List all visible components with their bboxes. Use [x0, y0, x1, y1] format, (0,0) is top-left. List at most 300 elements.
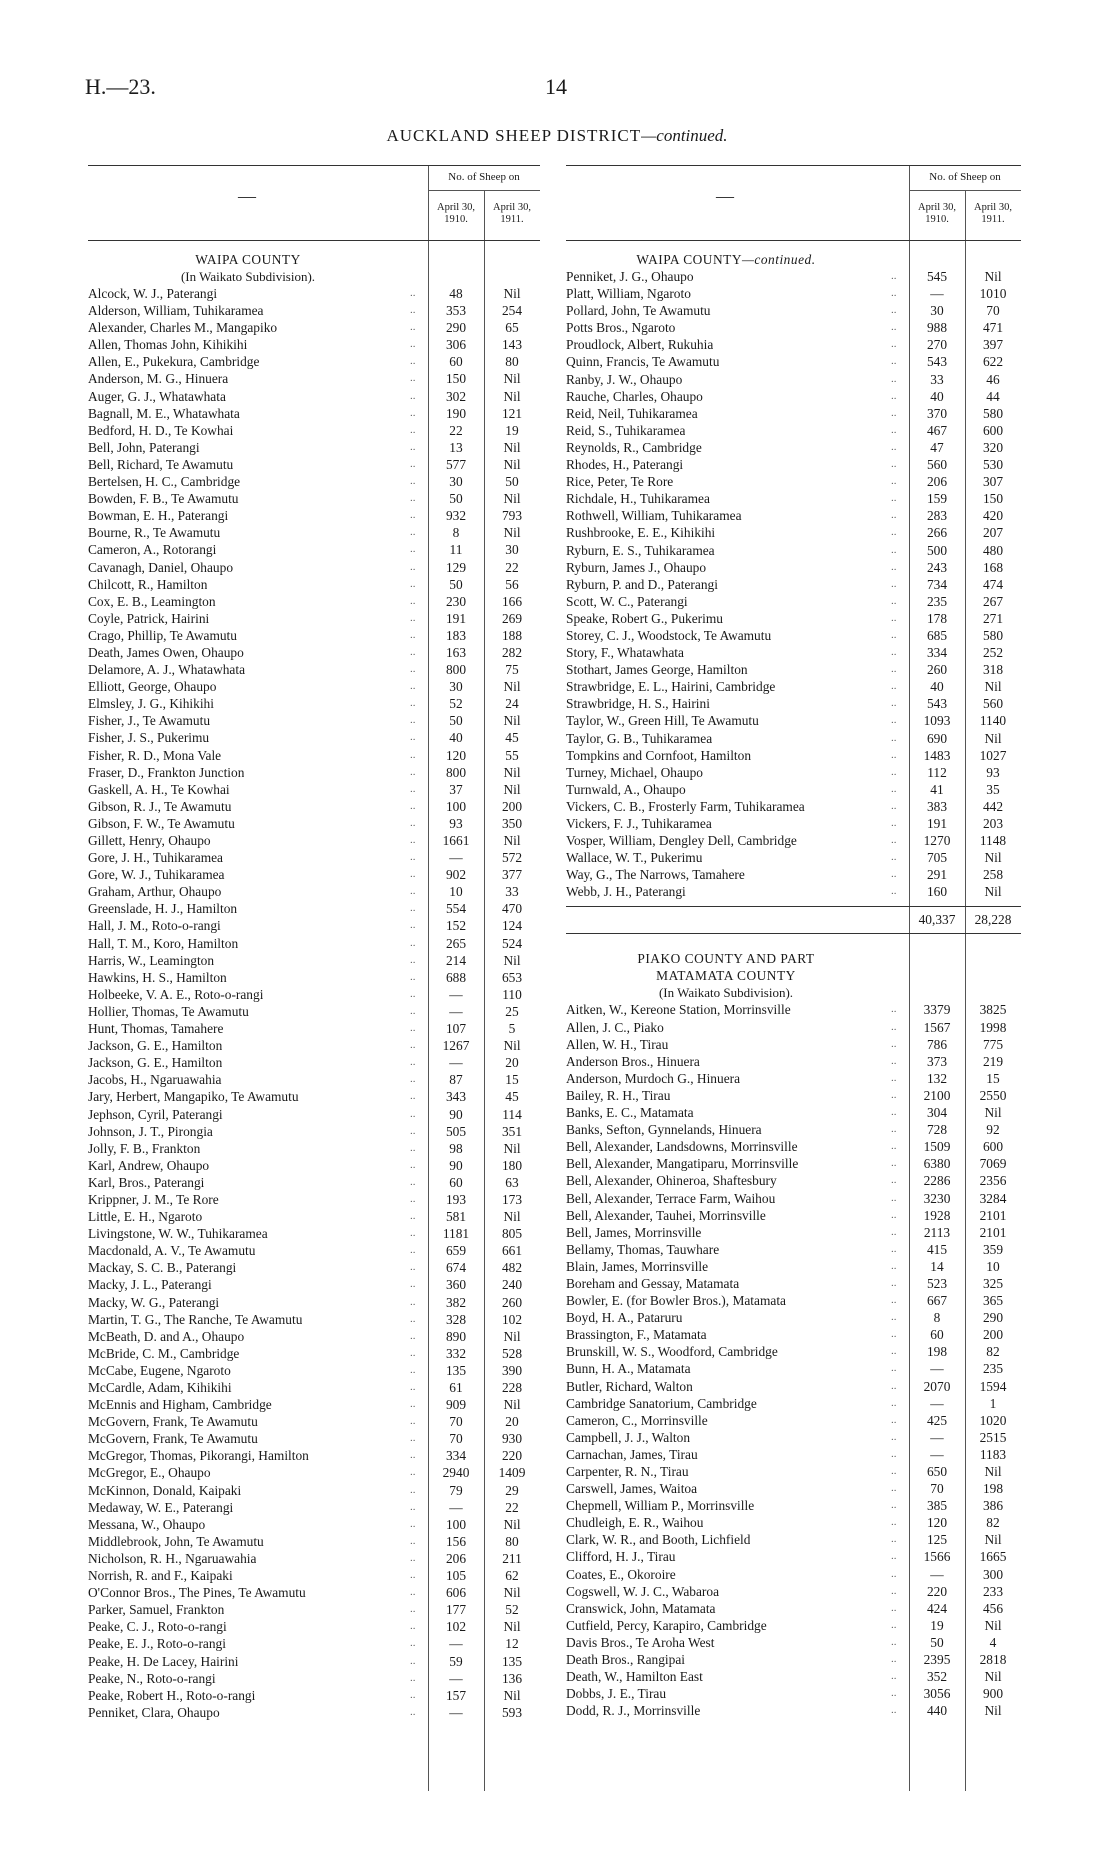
leader-dots: .. — [410, 1466, 416, 1479]
table-row — [88, 883, 540, 900]
sheep-1910: 3230 — [923, 1190, 951, 1206]
sheep-1910: 1267 — [442, 1038, 470, 1054]
sheep-1911: 258 — [982, 867, 1004, 883]
sheep-1911: Nil — [503, 525, 521, 541]
table-row — [566, 490, 1021, 507]
holder-name: Bowler, E. (for Bowler Bros.), Matamata — [566, 1293, 786, 1309]
leader-dots: .. — [410, 1107, 416, 1120]
table-row — [88, 1140, 540, 1157]
leader-dots: .. — [410, 645, 416, 658]
series-number: H.—23. — [85, 74, 156, 99]
sheep-1910: 40 — [449, 730, 463, 746]
sheep-1910: 107 — [445, 1021, 467, 1037]
sheep-1910: 30 — [449, 474, 463, 490]
leader-dots: .. — [410, 577, 416, 590]
holder-name: Cox, E. B., Leamington — [88, 593, 216, 609]
table-row — [566, 712, 1021, 729]
sheep-1911: 124 — [501, 918, 523, 934]
sheep-1910: 1661 — [442, 833, 470, 848]
leader-dots: .. — [891, 1465, 897, 1477]
sheep-1911: 114 — [502, 1106, 522, 1122]
leader-dots: .. — [410, 1090, 416, 1103]
holder-name: Rauche, Charles, Ohaupo — [566, 388, 703, 404]
leader-dots: .. — [891, 560, 897, 573]
table-row — [566, 1292, 1021, 1309]
sheep-1910: 14 — [930, 1258, 944, 1274]
holder-name: Harris, W., Leamington — [88, 952, 215, 968]
table-row — [88, 1259, 540, 1276]
table-row — [566, 1497, 1021, 1514]
leader-dots: .. — [891, 1242, 897, 1255]
leader-dots: .. — [410, 953, 416, 966]
sheep-1910: 667 — [926, 1293, 948, 1309]
sheep-1910: 352 — [926, 1669, 948, 1685]
sheep-1911: 1 — [989, 1395, 997, 1411]
sheep-1911: 93 — [986, 764, 1000, 780]
sheep-1910: 152 — [445, 918, 467, 934]
holder-name: Cambridge Sanatorium, Cambridge — [566, 1395, 757, 1411]
holder-name: Cameron, C., Morrinsville — [566, 1412, 708, 1428]
sheep-1911: Nil — [503, 713, 521, 729]
sheep-1911: 173 — [501, 1191, 523, 1207]
sheep-1910: 160 — [926, 884, 948, 900]
sheep-1911: 143 — [501, 337, 523, 353]
sheep-1910: 2286 — [923, 1173, 951, 1189]
leader-dots: .. — [410, 594, 416, 607]
sheep-1911: 793 — [501, 508, 523, 524]
leader-dots: .. — [891, 1106, 897, 1119]
sheep-1910: 52 — [449, 696, 463, 712]
leader-dots: .. — [891, 628, 897, 641]
sheep-1910: 424 — [926, 1600, 948, 1616]
sheep-1911: Nil — [503, 952, 521, 968]
holder-name: Carnachan, James, Tirau — [566, 1446, 698, 1462]
sheep-1911: 1409 — [498, 1465, 526, 1481]
table-row — [566, 559, 1021, 576]
leader-dots: .. — [410, 611, 416, 624]
sheep-1910: 2100 — [923, 1087, 951, 1103]
holder-name: Ranby, J. W., Ohaupo — [566, 371, 683, 387]
table-row — [88, 1054, 540, 1071]
sheep-1910: 685 — [926, 627, 948, 643]
table-row — [88, 1584, 540, 1601]
holder-name: Brassington, F., Matamata — [566, 1327, 707, 1343]
table-row — [566, 1651, 1021, 1668]
holder-name: Wallace, W. T., Pukerimu — [566, 850, 703, 866]
sheep-1910: 343 — [445, 1089, 467, 1105]
section-heading: WAIPA COUNTY—continued. — [636, 252, 816, 267]
table-row — [566, 1668, 1021, 1685]
table-row — [88, 1362, 540, 1379]
sheep-1911: 572 — [501, 850, 523, 866]
sheep-1911: 35 — [986, 781, 1000, 797]
leader-dots: .. — [410, 1381, 416, 1393]
sheep-1911: 240 — [501, 1277, 523, 1293]
holder-name: Gibson, R. J., Te Awamutu — [88, 798, 232, 814]
table-header — [566, 165, 1021, 241]
holder-name: Macdonald, A. V., Te Awamutu — [88, 1243, 256, 1259]
leader-dots: .. — [410, 1244, 416, 1257]
holder-name: Reid, S., Tuhikaramea — [566, 422, 686, 438]
table-row — [566, 285, 1021, 302]
sheep-1911: 180 — [501, 1157, 523, 1173]
holder-name: Ryburn, E. S., Tuhikaramea — [566, 542, 715, 558]
sheep-1911: 102 — [501, 1311, 523, 1327]
holder-name: Greenslade, H. J., Hamilton — [88, 901, 238, 917]
holder-name: Boyd, H. A., Pataruru — [566, 1310, 683, 1326]
holder-name: Parker, Samuel, Frankton — [88, 1602, 225, 1618]
sheep-1911: 320 — [982, 439, 1004, 455]
leader-dots: .. — [891, 1670, 897, 1683]
leader-dots: .. — [891, 1533, 897, 1546]
holder-name: Jackson, G. E., Hamilton — [88, 1055, 223, 1071]
sheep-1911: 80 — [505, 354, 519, 370]
table-row — [566, 1053, 1021, 1070]
leader-dots: .. — [410, 423, 416, 436]
leader-dots: .. — [891, 594, 897, 607]
sheep-1910: 909 — [445, 1397, 467, 1413]
holder-name: Bowden, F. B., Te Awamutu — [88, 491, 239, 507]
leader-dots: .. — [891, 885, 897, 898]
table-row — [566, 610, 1021, 627]
sheep-1910: 265 — [445, 935, 467, 951]
leader-dots: .. — [891, 1618, 897, 1631]
table-row — [566, 336, 1021, 353]
leader-dots: .. — [410, 1124, 416, 1137]
sheep-1911: 2101 — [979, 1224, 1007, 1240]
sheep-1911: 55 — [505, 747, 519, 763]
leader-dots: .. — [891, 1550, 897, 1563]
sheep-1911: 52 — [505, 1602, 519, 1618]
leader-dots: .. — [891, 1345, 897, 1358]
sheep-1910: 129 — [445, 559, 467, 575]
leader-dots: .. — [891, 509, 897, 522]
sheep-1911: Nil — [503, 286, 521, 301]
table-row — [566, 1104, 1021, 1121]
table-row — [88, 1687, 540, 1704]
sheep-1910: 235 — [926, 593, 948, 609]
sheep-1910: 688 — [445, 969, 467, 985]
sheep-1910: 385 — [926, 1498, 948, 1514]
sheep-1910: 291 — [926, 867, 948, 883]
sheep-1911: 593 — [501, 1704, 523, 1720]
sheep-1910: — — [449, 850, 463, 866]
sheep-1910: 98 — [449, 1140, 463, 1156]
leader-dots: .. — [410, 1483, 416, 1496]
sheep-1910: 332 — [445, 1345, 467, 1361]
holder-name: Rhodes, H., Paterangi — [566, 457, 684, 473]
sheep-1910: 112 — [927, 764, 947, 780]
sheep-1910: 100 — [445, 798, 467, 814]
sheep-1911: 45 — [505, 1089, 519, 1105]
sheep-1910: 60 — [449, 1174, 463, 1190]
sheep-1911: 200 — [501, 798, 523, 814]
leader-dots: .. — [410, 731, 416, 744]
right-column — [566, 165, 1021, 1719]
sheep-1910: 40 — [930, 679, 944, 695]
table-row — [566, 1429, 1021, 1446]
holder-name: Storey, C. J., Woodstock, Te Awamutu — [566, 627, 772, 643]
sheep-1910: 220 — [926, 1583, 948, 1599]
leader-dots: .. — [410, 1603, 416, 1616]
table-row — [566, 1121, 1021, 1138]
leader-dots: .. — [410, 1312, 416, 1325]
leader-dots: .. — [410, 338, 416, 351]
holder-name: Speake, Robert G., Pukerimu — [566, 610, 723, 626]
leader-dots: .. — [891, 372, 897, 385]
table-row — [566, 1207, 1021, 1224]
sheep-1911: Nil — [984, 1669, 1002, 1685]
holder-name: Alexander, Charles M., Mangapiko — [88, 320, 278, 336]
sheep-1910: 243 — [926, 559, 948, 575]
leader-dots: .. — [410, 321, 416, 334]
sheep-1911: 5 — [508, 1021, 516, 1037]
table-row — [566, 1702, 1021, 1719]
holder-name: Mackay, S. C. B., Paterangi — [88, 1260, 237, 1276]
leader-dots: .. — [891, 851, 897, 864]
sheep-1910: 191 — [926, 816, 948, 831]
sheep-1911: 15 — [986, 1070, 1000, 1086]
leader-dots: .. — [891, 765, 897, 778]
leader-dots: .. — [410, 902, 416, 915]
sheep-1911: 220 — [501, 1448, 523, 1464]
holder-name: Rice, Peter, Te Rore — [566, 474, 674, 490]
sheep-1911: 300 — [982, 1566, 1004, 1582]
table-row — [566, 764, 1021, 781]
sheep-1911: Nil — [984, 1617, 1002, 1633]
section-heading-piako: PIAKO COUNTY AND PART — [637, 951, 815, 967]
sheep-1910: 1181 — [442, 1226, 470, 1242]
sheep-1911: 29 — [505, 1482, 519, 1498]
holder-name: McGovern, Frank, Te Awamutu — [88, 1414, 258, 1430]
holder-name: Jolly, F. B., Frankton — [88, 1140, 201, 1156]
holder-name: Macky, W. G., Paterangi — [88, 1294, 220, 1310]
sheep-1910: 467 — [926, 422, 948, 438]
table-row — [566, 832, 1021, 849]
sheep-1910: 902 — [445, 867, 467, 883]
leader-dots: .. — [891, 1054, 897, 1067]
sheep-1911: 530 — [982, 457, 1004, 473]
table-row — [566, 1514, 1021, 1531]
sheep-1910: 8 — [933, 1310, 941, 1326]
sheep-1911: 200 — [982, 1327, 1004, 1343]
leader-dots: .. — [410, 697, 416, 710]
sheep-1910: 554 — [445, 901, 467, 917]
sheep-1910: — — [930, 1446, 944, 1462]
sheep-1910: 60 — [449, 354, 463, 370]
holder-name: Martin, T. G., The Ranche, Te Awamutu — [88, 1311, 303, 1327]
table-row — [566, 1019, 1021, 1036]
table-row — [566, 815, 1021, 832]
holder-name: Turney, Michael, Ohaupo — [566, 764, 703, 780]
table-row — [88, 456, 540, 473]
table-row — [566, 1343, 1021, 1360]
leader-dots: .. — [410, 1705, 416, 1718]
sheep-1911: 930 — [501, 1431, 523, 1447]
leader-dots: .. — [891, 1191, 897, 1204]
table-row — [88, 524, 540, 541]
holder-name: Hall, J. M., Roto-o-rangi — [88, 918, 221, 934]
sheep-1910: 50 — [449, 491, 463, 507]
table-row — [88, 917, 540, 934]
leader-dots: .. — [410, 885, 416, 898]
sheep-1910: 360 — [445, 1277, 467, 1293]
sheep-1910: 60 — [930, 1327, 944, 1343]
table-row — [566, 1001, 1021, 1018]
holder-name: Vickers, C. B., Frosterly Farm, Tuhikaramea — [566, 798, 805, 814]
sheep-1910: 70 — [449, 1431, 463, 1447]
leader-dots: .. — [410, 287, 416, 299]
sheep-1911: Nil — [503, 679, 521, 695]
sheep-1911: Nil — [503, 456, 521, 472]
table-row — [88, 729, 540, 746]
sheep-1910: 606 — [445, 1585, 467, 1601]
table-row — [566, 1480, 1021, 1497]
table-row — [566, 1087, 1021, 1104]
sheep-1910: 214 — [445, 952, 467, 968]
leader-dots: .. — [410, 799, 416, 812]
holder-name: Hunt, Thomas, Tamahere — [88, 1021, 224, 1037]
holder-name: Banks, Sefton, Gynnelands, Hinuera — [566, 1122, 762, 1138]
table-row — [566, 1531, 1021, 1548]
leader-dots: .. — [891, 731, 897, 744]
holder-name: Bell, Alexander, Mangatiparu, Morrinsville — [566, 1156, 799, 1172]
table-row — [566, 593, 1021, 610]
holder-name: Anderson, Murdoch G., Hinuera — [566, 1070, 741, 1086]
sheep-1910: 90 — [449, 1106, 463, 1122]
table-row — [88, 1294, 540, 1311]
leader-dots: .. — [891, 1516, 897, 1529]
leader-dots: .. — [891, 1276, 897, 1289]
table-row — [566, 473, 1021, 490]
sheep-1910: 37 — [449, 781, 463, 797]
sheep-1910: 383 — [926, 798, 948, 814]
sheep-1911: 365 — [982, 1293, 1004, 1309]
sheep-1911: 390 — [501, 1362, 523, 1378]
sheep-1910: 581 — [445, 1209, 467, 1225]
holder-name: Quinn, Francis, Te Awamutu — [566, 354, 720, 370]
table-row — [88, 832, 540, 849]
sheep-1910: 800 — [445, 764, 467, 780]
holder-name: Clifford, H. J., Tirau — [566, 1549, 676, 1565]
sheep-1910: 100 — [445, 1516, 467, 1532]
leader-dots: .. — [410, 1141, 416, 1154]
sheep-1910: 13 — [449, 439, 463, 455]
table-row — [88, 302, 540, 319]
holder-name: Crago, Phillip, Te Awamutu — [88, 627, 237, 643]
holder-name: Butler, Richard, Walton — [566, 1378, 693, 1394]
leader-dots: .. — [891, 1020, 897, 1033]
leader-dots: .. — [410, 1346, 416, 1359]
table-row — [88, 1328, 540, 1345]
sheep-1911: 2101 — [979, 1207, 1007, 1223]
table-row — [88, 1020, 540, 1037]
table-row — [88, 1653, 540, 1670]
holder-name: Coyle, Patrick, Hairini — [88, 610, 210, 626]
holder-name: Hollier, Thomas, Te Awamutu — [88, 1003, 249, 1019]
leader-dots: .. — [891, 680, 897, 693]
section-heading: WAIPA COUNTY — [195, 252, 301, 267]
sheep-1910: 206 — [445, 1550, 467, 1566]
table-row — [566, 1326, 1021, 1343]
leader-dots: .. — [891, 1482, 897, 1495]
header-col-1911: April 30, 1911. — [974, 202, 1012, 225]
table-row — [566, 1036, 1021, 1053]
sheep-1911: Nil — [984, 1703, 1002, 1719]
leader-dots: .. — [410, 560, 416, 573]
leader-dots: .. — [891, 611, 897, 624]
sheep-1910: 334 — [445, 1448, 467, 1464]
sheep-1911: Nil — [984, 1105, 1002, 1121]
sheep-1910: 87 — [449, 1072, 463, 1088]
sheep-1911: 580 — [982, 405, 1004, 421]
sheep-1911: 1140 — [979, 713, 1007, 729]
leader-dots: .. — [891, 287, 897, 300]
holder-name: Karl, Bros., Paterangi — [88, 1174, 205, 1190]
sheep-1911: 168 — [982, 559, 1004, 575]
holder-name: Webb, J. H., Paterangi — [566, 884, 686, 900]
sheep-1910: 334 — [926, 645, 948, 661]
sheep-1910: 505 — [445, 1123, 467, 1139]
table-row — [566, 1634, 1021, 1651]
table-row — [88, 1106, 540, 1123]
sheep-1910: 500 — [926, 542, 948, 558]
table-row — [88, 1157, 540, 1174]
sheep-1911: 12 — [505, 1636, 519, 1652]
holder-name: Allen, W. H., Tirau — [566, 1036, 669, 1052]
sheep-1911: Nil — [503, 833, 521, 848]
leader-dots: .. — [891, 1088, 897, 1101]
holder-name: Rushbrooke, E. E., Kihikihi — [566, 525, 716, 541]
sheep-1910: 198 — [926, 1344, 948, 1360]
header-group: No. of Sheep on — [448, 171, 520, 183]
holder-name: Stothart, James George, Hamilton — [566, 662, 748, 678]
leader-dots: .. — [410, 782, 416, 795]
holder-name: Boreham and Gessay, Matamata — [566, 1275, 740, 1291]
holder-name: Fisher, R. D., Mona Vale — [88, 747, 222, 763]
leader-dots: .. — [891, 1704, 897, 1717]
leader-dots: .. — [891, 1379, 897, 1392]
table-row — [88, 1567, 540, 1584]
leader-dots: .. — [410, 1398, 416, 1411]
table-row — [566, 1395, 1021, 1412]
sheep-1910: 543 — [926, 696, 948, 712]
sheep-1911: 325 — [982, 1275, 1004, 1291]
sheep-1910: 59 — [449, 1653, 463, 1669]
leader-dots: .. — [891, 526, 897, 539]
leader-dots: .. — [410, 509, 416, 522]
holder-name: Vosper, William, Dengley Dell, Cambridge — [566, 833, 797, 849]
sheep-1911: 19 — [505, 422, 519, 438]
table-row — [88, 866, 540, 883]
holder-name: Peake, Robert H., Roto-o-rangi — [88, 1687, 256, 1703]
sheep-1910: 230 — [445, 593, 467, 609]
leader-dots: .. — [891, 1071, 897, 1084]
leader-dots: .. — [891, 1362, 897, 1375]
leader-dots: .. — [891, 1653, 897, 1666]
holder-name: Allen, J. C., Piako — [566, 1019, 664, 1035]
holder-name: Davis Bros., Te Aroha West — [566, 1634, 715, 1650]
leader-dots: .. — [891, 270, 897, 282]
table-row — [566, 1070, 1021, 1087]
holder-name: Norrish, R. and F., Kaipaki — [88, 1568, 233, 1584]
sheep-1911: 622 — [982, 354, 1004, 370]
table-row — [88, 1003, 540, 1020]
holder-name: Hawkins, H. S., Hamilton — [88, 969, 227, 985]
sheep-1911: 1594 — [979, 1378, 1007, 1394]
sheep-1911: 471 — [982, 320, 1004, 336]
sheep-1911: 150 — [982, 491, 1004, 507]
